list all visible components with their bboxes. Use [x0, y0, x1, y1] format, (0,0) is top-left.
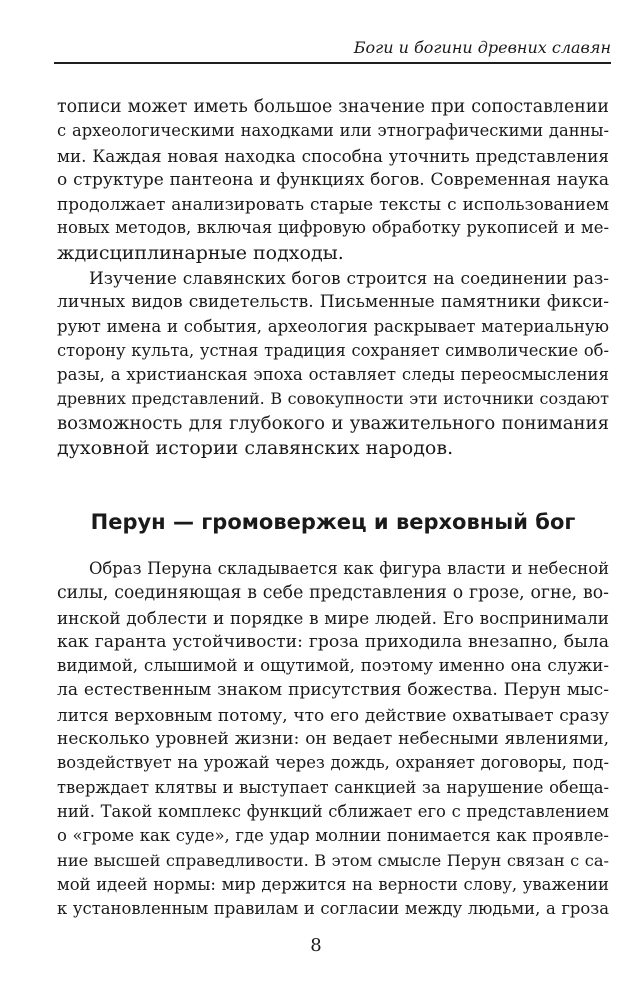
- text-line: силы, соединяющая в себе представления о грозе, огне, во-: [57, 583, 609, 604]
- text-line: духовной истории славянских народов.: [57, 437, 454, 460]
- text-line: о «громе как суде», где удар молнии понимается как проявле-: [57, 826, 609, 846]
- text-line: ла естественным знаком присутствия божества. Перун мыс-: [57, 680, 609, 701]
- text-line: ние высшей справедливости. В этом смысле Перун связан с са-: [57, 850, 609, 870]
- text-line: тописи может иметь большое значение при сопоставлении: [57, 97, 609, 117]
- text-line: ми. Каждая новая находка способна уточнить представления: [57, 145, 609, 166]
- text-line: Изучение славянских богов строится на соединении раз-: [89, 268, 609, 288]
- running-header: [54, 34, 611, 64]
- text-line: несколько уровней жизни: он ведает небесными явлениями,: [57, 729, 609, 750]
- paragraph: [57, 266, 609, 460]
- text-line: Образ Перуна складывается как фигура власти и небесной: [89, 559, 609, 578]
- text-line: инской доблести и порядке в мире людей. Его воспринимали: [57, 607, 609, 628]
- text-line: видимой, слышимой и ощутимой, поэтому именно она служи-: [57, 656, 609, 676]
- text-line: ний. Такой комплекс функций сближает его с представлением: [57, 801, 609, 821]
- text-line: воздействует на урожай через дождь, охраняет договоры, под-: [57, 753, 609, 773]
- paragraph: [57, 557, 609, 921]
- text-line: с археологическими находками или этнографическими данны-: [57, 121, 609, 141]
- text-line: сторону культа, устная традиция сохраняет символические об-: [57, 340, 609, 360]
- text-line: к установленным правилам и согласии между людьми, а гроза: [57, 899, 609, 919]
- running-title: Боги и богини древних славян: [353, 38, 611, 57]
- text-line: тверждает клятвы и выступает санкцией за нарушение обеща-: [57, 777, 609, 797]
- text-line: новых методов, включая цифровую обработку рукописей и ме-: [57, 218, 609, 238]
- text-line: древних представлений. В совокупности эти источники создают: [57, 389, 609, 409]
- text-line: мой идеей нормы: мир держится на верности слову, уважении: [57, 874, 609, 894]
- text-line: разы, а христианская эпоха оставляет следы переосмысления: [57, 365, 609, 385]
- text-line: продолжает анализировать старые тексты с использованием: [57, 194, 609, 215]
- text-line: руют имена и события, археология раскрывает материальную: [57, 316, 609, 336]
- text-line: ждисциплинарные подходы.: [57, 241, 344, 264]
- paragraph-continuation: [57, 95, 609, 265]
- text-line: о структуре пантеона и функциях богов. Современная наука: [57, 169, 609, 190]
- text-line: личных видов свидетельств. Письменные памятники фикси-: [57, 292, 609, 313]
- text-line: как гаранта устойчивости: гроза приходила внезапно, была: [57, 631, 609, 652]
- section-heading: Перун — громовержец и верховный бог: [90, 510, 576, 534]
- page-number: 8: [310, 935, 322, 956]
- text-line: лится верховным потому, что его действие охватывает сразу: [57, 704, 609, 725]
- text-line: возможность для глубокого и уважительного понимания: [57, 412, 609, 434]
